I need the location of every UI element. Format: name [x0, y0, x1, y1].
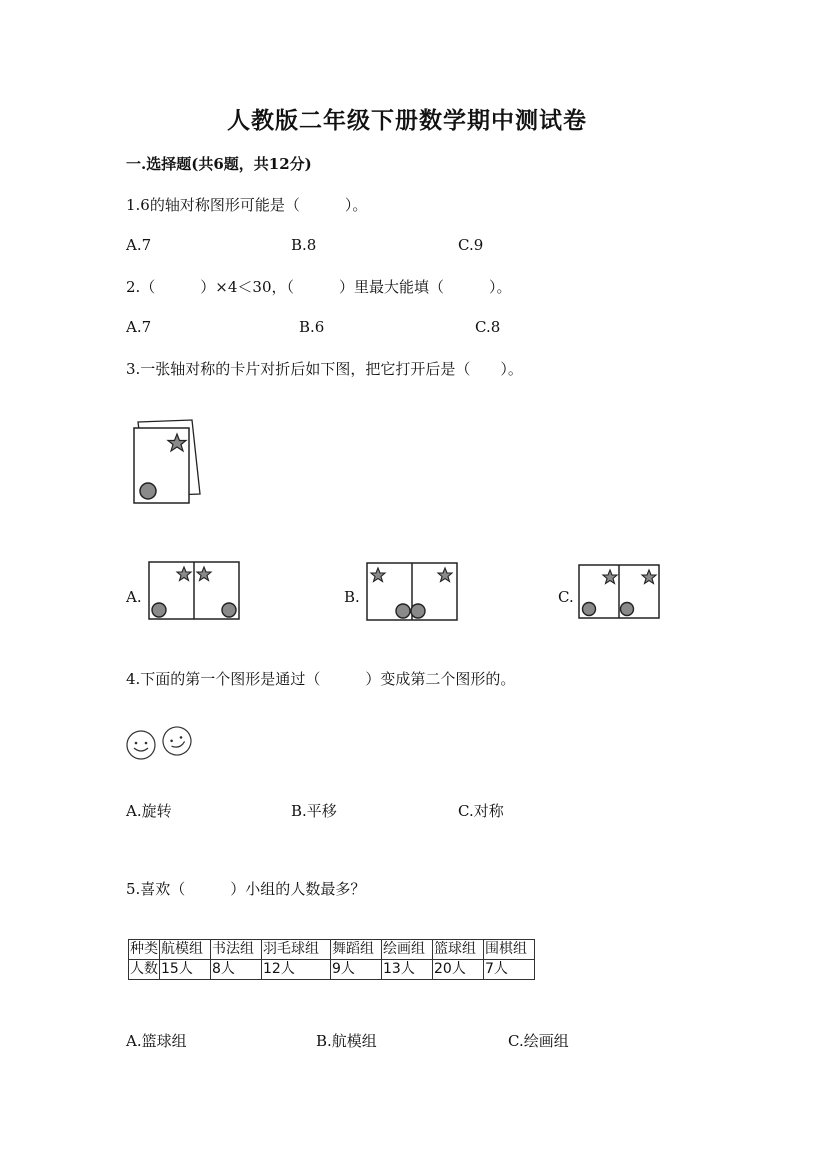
circle-icon: [583, 603, 596, 616]
table-row: [129, 960, 535, 980]
table-cell: 舞蹈组: [331, 940, 382, 960]
q4-option-c[interactable]: C.对称: [458, 802, 504, 820]
q3-option-a[interactable]: A.: [126, 588, 142, 606]
table-cell: 羽毛球组: [262, 940, 331, 960]
smiley-faces-figure: [125, 726, 195, 760]
q1-option-b[interactable]: B.8: [291, 236, 317, 254]
q4-option-b[interactable]: B.平移: [291, 802, 337, 820]
circle-icon: [411, 604, 425, 618]
q1-option-a[interactable]: A.7: [126, 236, 152, 254]
folded-card-figure: [130, 418, 210, 513]
q5-option-c[interactable]: C.绘画组: [508, 1032, 569, 1050]
page-title: 人教版二年级下册数学期中测试卷: [227, 107, 587, 134]
circle-icon: [222, 603, 236, 617]
table-cell: 种类: [129, 940, 160, 960]
question-4: 4.下面的第一个图形是通过（ ）变成第二个图形的。: [126, 670, 516, 688]
q1-option-c[interactable]: C.9: [458, 236, 484, 254]
q3-option-a-figure[interactable]: [148, 561, 240, 621]
q3-option-b-figure[interactable]: [366, 562, 458, 622]
circle-icon: [396, 604, 410, 618]
table-cell: 20人: [433, 960, 484, 980]
q2-option-b[interactable]: B.6: [299, 318, 325, 336]
table-cell: 13人: [382, 960, 433, 980]
circle-icon: [152, 603, 166, 617]
table-cell: 绘画组: [382, 940, 433, 960]
table-cell: 围棋组: [484, 940, 535, 960]
table-cell: 篮球组: [433, 940, 484, 960]
q5-option-b[interactable]: B.航模组: [316, 1032, 377, 1050]
data-table: [128, 939, 535, 980]
q2-option-c[interactable]: C.8: [475, 318, 501, 336]
q2-option-a[interactable]: A.7: [126, 318, 152, 336]
q5-option-a[interactable]: A.篮球组: [126, 1032, 187, 1050]
q4-option-a[interactable]: A.旋转: [126, 802, 172, 820]
table-cell: 15人: [160, 960, 211, 980]
smiley-face-icon: [127, 731, 155, 759]
question-5: 5.喜欢（ ）小组的人数最多？: [126, 880, 366, 898]
section-heading: 一.选择题(共6题，共12分): [126, 155, 312, 173]
circle-icon: [140, 483, 156, 499]
table-cell: 9人: [331, 960, 382, 980]
table-cell: 航模组: [160, 940, 211, 960]
table-cell: 人数: [129, 960, 160, 980]
q3-option-c[interactable]: C.: [558, 588, 574, 606]
question-2: 2.（ ）×4＜30，（ ）里最大能填（ ）。: [126, 278, 512, 296]
table-cell: 书法组: [211, 940, 262, 960]
question-1: 1.6的轴对称图形可能是（ ）。: [126, 196, 368, 214]
table-cell: 7人: [484, 960, 535, 980]
table-cell: 8人: [211, 960, 262, 980]
table-header-row: [129, 940, 535, 960]
table-cell: 12人: [262, 960, 331, 980]
q3-option-b[interactable]: B.: [344, 588, 360, 606]
question-3: 3.一张轴对称的卡片对折后如下图，把它打开后是（ ）。: [126, 360, 523, 378]
circle-icon: [621, 603, 634, 616]
q3-option-c-figure[interactable]: [578, 564, 660, 620]
smiley-face-icon: [159, 723, 195, 759]
